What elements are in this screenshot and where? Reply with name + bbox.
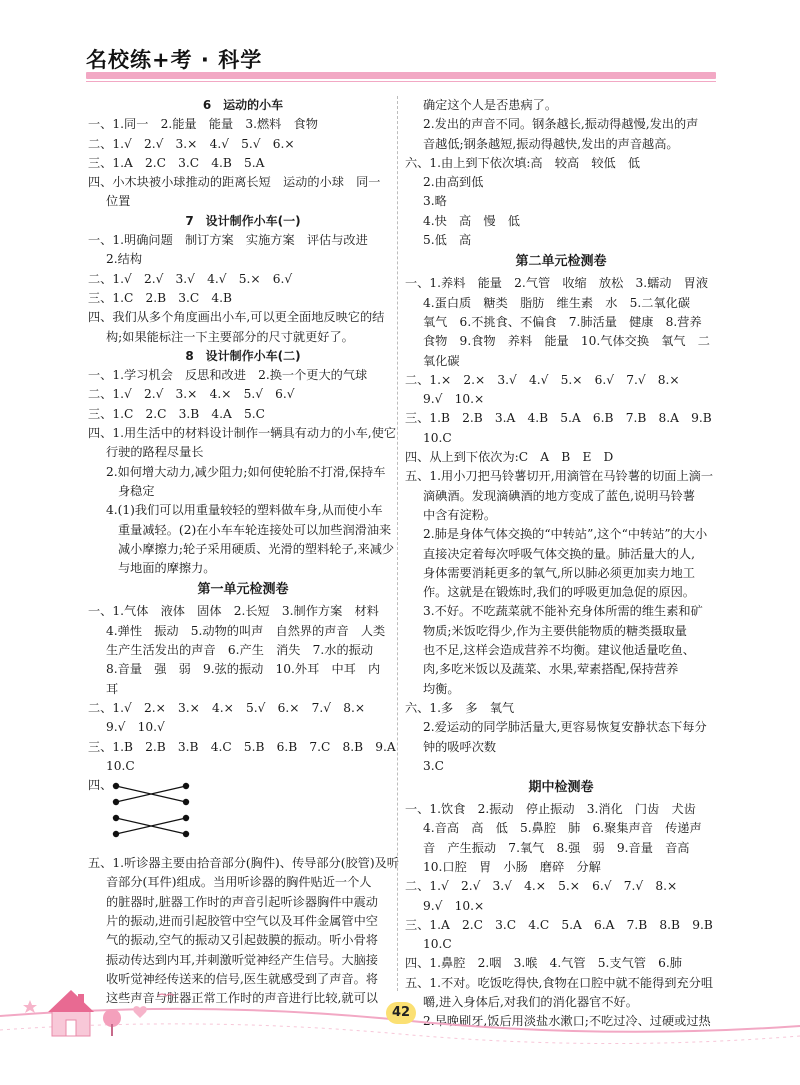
answer-line: 10.C	[106, 758, 135, 773]
answer-line: 与地面的摩擦力。	[118, 561, 216, 576]
answer-line: 一、1.饮食 2.振动 停止振动 3.消化 门齿 犬齿	[405, 802, 696, 817]
answer-line: 身稳定	[118, 483, 155, 498]
matching-dot	[183, 799, 189, 805]
answer-line: 10.C	[423, 430, 452, 445]
section-heading: 期中检测卷	[528, 780, 594, 796]
answer-line: 四、我们从多个角度画出小车,可以更全面地反映它的结	[88, 310, 385, 325]
answer-line: 收听觉神经传送来的信号,医生就感受到了声音。将	[106, 971, 378, 986]
answer-line: 5.低 高	[423, 233, 472, 248]
answer-line: 2.爱运动的同学肺活量大,更容易恢复安静状态下每分	[423, 720, 707, 735]
answer-line: 振动传达到内耳,并刺激听觉神经产生信号。大脑接	[106, 952, 378, 967]
answer-line: 三、1.C 2.C 3.B 4.A 5.C	[88, 406, 265, 421]
answer-line: 钟的吸呼次数	[423, 739, 497, 754]
answer-line: 气的振动,空气的振动又引起鼓膜的振动。听小骨将	[106, 933, 378, 948]
answer-line: 均衡。	[423, 681, 460, 696]
answer-line: 4.音高 高 低 5.鼻腔 肺 6.聚集声音 传递声	[423, 821, 702, 836]
answer-line: 4.弹性 振动 5.动物的叫声 自然界的声音 人类	[106, 623, 386, 638]
answer-line: 六、1.多 多 氧气	[405, 700, 515, 715]
answer-line: 9.√ 10.×	[423, 898, 485, 913]
section-heading: 8 设计制作小车(二)	[185, 348, 301, 363]
answer-line: 4.(1)我们可以用重量较轻的塑料做车身,从而使小车	[106, 503, 383, 518]
right-column	[405, 96, 717, 1032]
answer-line: 8.音量 强 弱 9.弦的振动 10.外耳 中耳 内	[106, 662, 381, 677]
answer-line: 耳	[106, 681, 119, 696]
answer-line: 二、1.√ 2.√ 3.√ 4.× 5.× 6.√ 7.√ 8.×	[405, 879, 678, 894]
answer-line: 身体需要消耗更多的氧气,所以肺必须更加卖力地工	[423, 565, 695, 580]
answer-line: 片的振动,进而引起胶管中空气以及耳件金属管中空	[106, 913, 378, 928]
answer-line: 三、1.C 2.B 3.C 4.B	[88, 290, 233, 305]
answer-line: 2.肺是身体气体交换的“中转站”,这个“中转站”的大小	[423, 527, 708, 542]
answer-line: 三、1.A 2.C 3.C 4.B 5.A	[88, 155, 265, 170]
matching-dot	[113, 799, 119, 805]
answer-line: 确定这个人是否患病了。	[423, 98, 558, 112]
page-number: 42	[386, 1002, 416, 1024]
answer-line: 2.如何增大动力,减少阻力;如何使轮胎不打滑,保持车	[106, 464, 386, 479]
footer-wave-lower	[0, 1024, 800, 1044]
answer-line: 食物 9.食物 养料 能量 10.气体交换 氧气 二	[423, 334, 710, 349]
answer-line: 这些声音与脏器正常工作时的声音进行比较,就可以	[106, 991, 378, 1006]
matching-exercise	[88, 776, 398, 854]
answer-line: 2.早晚刷牙,饭后用淡盐水漱口;不吃过冷、过硬或过热	[423, 1014, 711, 1029]
answer-line: 3.略	[423, 194, 447, 209]
answer-line: 五、1.用小刀把马铃薯切开,用滴管在马铃薯的切面上滴一	[405, 469, 714, 484]
tree-icon	[103, 1009, 121, 1036]
answer-line: 生产生活发出的声音 6.产生 消失 7.水的振动	[106, 643, 374, 658]
answer-line: 重量减轻。(2)在小车车轮连接处可以加些润滑油来	[118, 522, 392, 537]
answer-line: 嚼,进入身体后,对我们的消化器官不好。	[423, 995, 638, 1010]
answer-line: 六、1.由上到下依次填:高 较高 较低 低	[405, 155, 641, 170]
answer-line: 二、1.× 2.× 3.√ 4.√ 5.× 6.√ 7.√ 8.×	[405, 372, 680, 387]
section-heading: 6 运动的小车	[202, 98, 284, 112]
answer-line: 行驶的路程尽量长	[106, 445, 204, 460]
answer-line: 4.快 高 慢 低	[423, 213, 520, 228]
answer-line: 四、1.鼻腔 2.咽 3.喉 4.气管 5.支气管 6.肺	[405, 956, 682, 971]
answer-line: 滴碘酒。发现滴碘酒的地方变成了蓝色,说明马铃薯	[423, 488, 695, 503]
answer-line: 三、1.B 2.B 3.A 4.B 5.A 6.B 7.B 8.A 9.B	[405, 411, 712, 426]
matching-dot	[183, 815, 189, 821]
answer-line: 一、1.养料 能量 2.气管 收缩 放松 3.蠕动 胃液	[405, 276, 709, 291]
section-heading: 第二单元检测卷	[515, 254, 607, 270]
answer-line: 9.√ 10.×	[423, 392, 485, 407]
answer-line: 三、1.A 2.C 3.C 4.C 5.A 6.A 7.B 8.B 9.B	[405, 917, 713, 932]
matching-dot	[183, 831, 189, 837]
answer-line: 肉,多吃米饭以及蔬菜、水果,荤素搭配,保持营养	[423, 662, 679, 677]
answer-line: 作。这就是在锻炼时,我们的呼吸更加急促的原因。	[423, 585, 695, 600]
matching-dot	[183, 783, 189, 789]
section-heading: 7 设计制作小车(一)	[185, 213, 301, 228]
answer-line: 一、1.同一 2.能量 能量 3.燃料 食物	[88, 117, 318, 132]
answer-line: 也不足,这样会造成营养不均衡。建议他适量吃鱼、	[423, 643, 695, 658]
answer-line: 音部分(耳件)组成。当用听诊器的胸件贴近一个人	[106, 875, 372, 890]
star-icon	[23, 1000, 37, 1013]
answer-line: 一、1.气体 液体 固体 2.长短 3.制作方案 材料	[88, 604, 379, 619]
answer-line: 音 产生振动 7.氧气 8.强 弱 9.音量 音高	[423, 840, 690, 855]
matching-dot	[113, 815, 119, 821]
answer-line: 3.C	[423, 758, 444, 773]
answer-line: 构;如果能标注一下主要部分的尺寸就更好了。	[106, 329, 354, 344]
section-heading: 第一单元检测卷	[197, 582, 289, 598]
answer-line: 四、从上到下依次为:C A B E D	[405, 450, 614, 465]
answer-line: 氧化碳	[423, 353, 460, 368]
left-column	[88, 96, 398, 1008]
matching-label: 四、	[88, 778, 113, 793]
answer-line: 二、1.√ 2.√ 3.× 4.√ 5.√ 6.×	[88, 136, 295, 151]
answer-line: 二、1.√ 2.√ 3.√ 4.√ 5.× 6.√	[88, 271, 293, 286]
header-rule-thin	[86, 81, 716, 82]
answer-line: 氧气 6.不挑食、不偏食 7.肺活量 健康 8.营养	[423, 314, 702, 329]
answer-line: 三、1.B 2.B 3.B 4.C 5.B 6.B 7.C 8.B 9.A	[88, 739, 396, 754]
answer-line: 10.C	[423, 937, 452, 952]
answer-line: 减小摩擦力;轮子采用硬质、光滑的塑料轮子,来减少	[118, 541, 395, 556]
matching-dot	[113, 783, 119, 789]
answer-line: 直接决定着每次呼吸气体交换的量。肺活量大的人,	[423, 546, 695, 561]
answer-line: 中含有淀粉。	[423, 507, 497, 522]
answer-line: 3.不好。不吃蔬菜就不能补充身体所需的维生素和矿	[423, 604, 703, 619]
answer-line: 四、1.用生活中的材料设计制作一辆具有动力的小车,使它	[88, 426, 397, 441]
answer-line: 9.√ 10.√	[106, 720, 165, 735]
house-icon	[48, 990, 94, 1036]
answer-line: 2.由高到低	[423, 175, 484, 190]
heart-icon	[133, 1006, 147, 1018]
answer-line: 2.发出的声音不同。钢条越长,振动得越慢,发出的声	[423, 117, 699, 132]
header-title: 名校练+考 · 科学	[86, 48, 263, 72]
answer-line: 二、1.√ 2.√ 3.× 4.× 5.√ 6.√	[88, 387, 295, 402]
matching-lines	[104, 778, 204, 850]
answer-line: 四、小木块被小球推动的距离长短 运动的小球 同一	[88, 175, 381, 190]
answer-line: 物质;米饭吃得少,作为主要供能物质的糖类摄取量	[423, 623, 687, 638]
matching-dot	[113, 831, 119, 837]
answer-line: 4.蛋白质 糖类 脂肪 维生素 水 5.二氧化碳	[423, 295, 691, 310]
bird-icon	[158, 994, 174, 996]
answer-line: 10.口腔 胃 小肠 磨碎 分解	[423, 859, 601, 874]
header-rule	[86, 72, 716, 79]
answer-line: 的脏器时,脏器工作时的声音引起听诊器胸件中震动	[106, 894, 378, 909]
answer-line: 二、1.√ 2.× 3.× 4.× 5.√ 6.× 7.√ 8.×	[88, 700, 366, 715]
answer-line: 五、1.不对。吃饭吃得快,食物在口腔中就不能得到充分咀	[405, 975, 714, 990]
answer-line: 五、1.听诊器主要由拾音部分(胸件)、传导部分(胶管)及听	[88, 856, 399, 871]
answer-line: 音越低;钢条越短,振动得越快,发出的声音越高。	[423, 136, 679, 151]
answer-line: 2.结构	[106, 252, 143, 267]
column-divider	[397, 96, 398, 991]
answer-line: 位置	[106, 194, 131, 209]
answer-line: 一、1.明确问题 制订方案 实施方案 评估与改进	[88, 233, 368, 248]
footer-decoration	[0, 986, 800, 1085]
answer-line: 一、1.学习机会 反思和改进 2.换一个更大的气球	[88, 368, 368, 383]
